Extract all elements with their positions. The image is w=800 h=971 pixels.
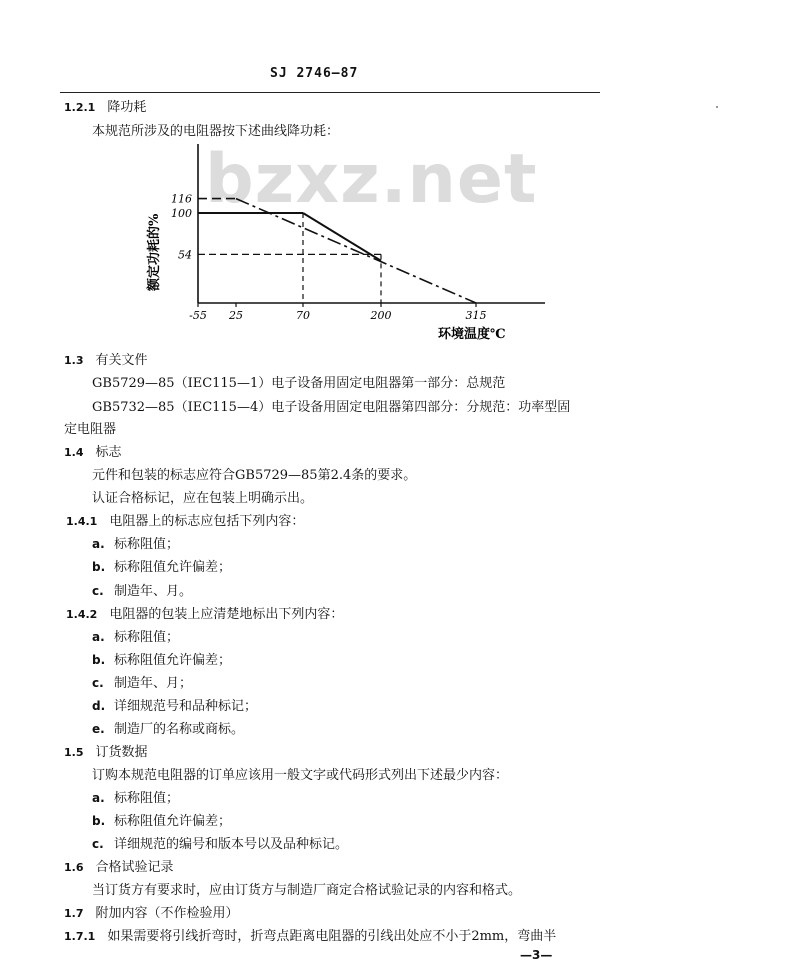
item-text: 标称阻值； bbox=[114, 791, 180, 806]
section-title: 合格试验记录 bbox=[95, 860, 174, 875]
section-1-3-heading bbox=[64, 349, 148, 368]
item-letter: d. bbox=[92, 699, 106, 713]
section-title: 标志 bbox=[95, 445, 122, 460]
section-1-6-heading bbox=[64, 856, 174, 875]
derating-chart bbox=[130, 138, 560, 348]
list-item bbox=[92, 787, 179, 806]
list-item bbox=[92, 810, 231, 829]
item-letter: c. bbox=[92, 837, 104, 851]
x-tick-label: 70 bbox=[296, 309, 310, 322]
section-title: 有关文件 bbox=[95, 353, 148, 368]
section-number: 1.2.1 bbox=[64, 101, 96, 114]
item-text: 详细规范的编号和版本号以及品种标记。 bbox=[114, 837, 349, 852]
y-tick-label: 54 bbox=[178, 248, 192, 262]
section-1-7-1 bbox=[64, 925, 556, 944]
section-1-4-1-heading bbox=[66, 510, 304, 529]
section-title: 电阻器上的标志应包括下列内容： bbox=[109, 514, 305, 529]
paragraph: 如果需要将引线折弯时，折弯点距离电阻器的引线出处应不小于2mm，弯曲半 bbox=[107, 929, 557, 944]
section-title: 电阻器的包装上应清楚地标出下列内容： bbox=[109, 607, 344, 622]
section-1-4-2-heading bbox=[66, 603, 343, 622]
section-number: 1.5 bbox=[64, 746, 84, 759]
paragraph: 订购本规范电阻器的订单应该用一般文字或代码形式列出下述最少内容： bbox=[92, 768, 509, 783]
reference-1: GB5729—85（IEC115—1）电子设备用固定电阻器第一部分：总规范 bbox=[92, 376, 506, 391]
y-tick-label: 116 bbox=[171, 192, 192, 206]
section-number: 1.7 bbox=[64, 907, 84, 920]
item-text: 制造厂的名称或商标。 bbox=[114, 722, 245, 737]
reference-2: GB5732—85（IEC115—4）电子设备用固定电阻器第四部分：分规范：功率型固 bbox=[92, 400, 571, 415]
section-number: 1.7.1 bbox=[64, 930, 96, 943]
item-letter: a. bbox=[92, 630, 105, 644]
section-number: 1.4 bbox=[64, 446, 84, 459]
list-item bbox=[92, 626, 179, 645]
section-title: 降功耗 bbox=[107, 100, 147, 115]
series-116-slope bbox=[236, 199, 476, 303]
paragraph: 认证合格标记，应在包装上明确示出。 bbox=[92, 491, 314, 506]
list-item bbox=[92, 556, 231, 575]
section-1-2-1-heading bbox=[64, 96, 146, 115]
section-1-5-heading bbox=[64, 741, 148, 760]
list-item bbox=[92, 672, 192, 691]
section-number: 1.4.2 bbox=[66, 608, 98, 621]
item-text: 详细规范号和品种标记； bbox=[114, 699, 258, 714]
header-rule bbox=[60, 92, 600, 93]
item-letter: e. bbox=[92, 722, 105, 736]
y-axis-label: 额定功耗的% bbox=[147, 213, 162, 291]
section-number: 1.6 bbox=[64, 861, 84, 874]
x-tick-label: 25 bbox=[229, 309, 243, 322]
item-text: 标称阻值允许偏差； bbox=[114, 814, 232, 829]
document-code: SJ 2746—87 bbox=[270, 66, 359, 81]
item-letter: a. bbox=[92, 537, 105, 551]
x-axis-label: 环境温度℃ bbox=[438, 327, 506, 342]
item-text: 标称阻值允许偏差； bbox=[114, 653, 232, 668]
list-item bbox=[92, 580, 192, 599]
section-1-4-heading bbox=[64, 441, 122, 460]
list-item bbox=[92, 695, 257, 714]
list-item bbox=[92, 833, 348, 852]
item-text: 标称阻值； bbox=[114, 537, 180, 552]
item-letter: c. bbox=[92, 676, 104, 690]
reference-2-continued: 定电阻器 bbox=[64, 422, 117, 437]
section-title: 订货数据 bbox=[95, 745, 148, 760]
watermark: bzxz.net bbox=[205, 140, 538, 219]
section-number: 1.4.1 bbox=[66, 515, 98, 528]
scan-speck bbox=[716, 106, 718, 108]
section-title: 附加内容（不作检验用） bbox=[95, 906, 239, 921]
series-100-slope bbox=[303, 213, 381, 261]
paragraph: 元件和包装的标志应符合GB5729—85第2.4条的要求。 bbox=[92, 468, 417, 483]
list-item bbox=[92, 718, 244, 737]
list-item bbox=[92, 533, 179, 552]
paragraph: 当订货方有要求时，应由订货方与制造厂商定合格试验记录的内容和格式。 bbox=[92, 883, 522, 898]
list-item bbox=[92, 649, 231, 668]
item-text: 制造年、月。 bbox=[114, 584, 193, 599]
x-tick-label: -55 bbox=[189, 309, 207, 322]
item-letter: c. bbox=[92, 584, 104, 598]
item-text: 制造年、月； bbox=[114, 676, 193, 691]
paragraph: 本规范所涉及的电阻器按下述曲线降功耗： bbox=[92, 124, 340, 139]
y-tick-label: 100 bbox=[171, 207, 192, 220]
section-number: 1.3 bbox=[64, 354, 84, 367]
item-letter: a. bbox=[92, 791, 105, 805]
item-letter: b. bbox=[92, 653, 106, 667]
item-letter: b. bbox=[92, 560, 106, 574]
page-number: —3— bbox=[520, 948, 553, 962]
x-tick-label: 200 bbox=[370, 309, 392, 322]
section-1-7-heading bbox=[64, 902, 239, 921]
item-text: 标称阻值； bbox=[114, 630, 180, 645]
item-letter: b. bbox=[92, 814, 106, 828]
item-text: 标称阻值允许偏差； bbox=[114, 560, 232, 575]
x-tick-label: 315 bbox=[465, 309, 487, 322]
